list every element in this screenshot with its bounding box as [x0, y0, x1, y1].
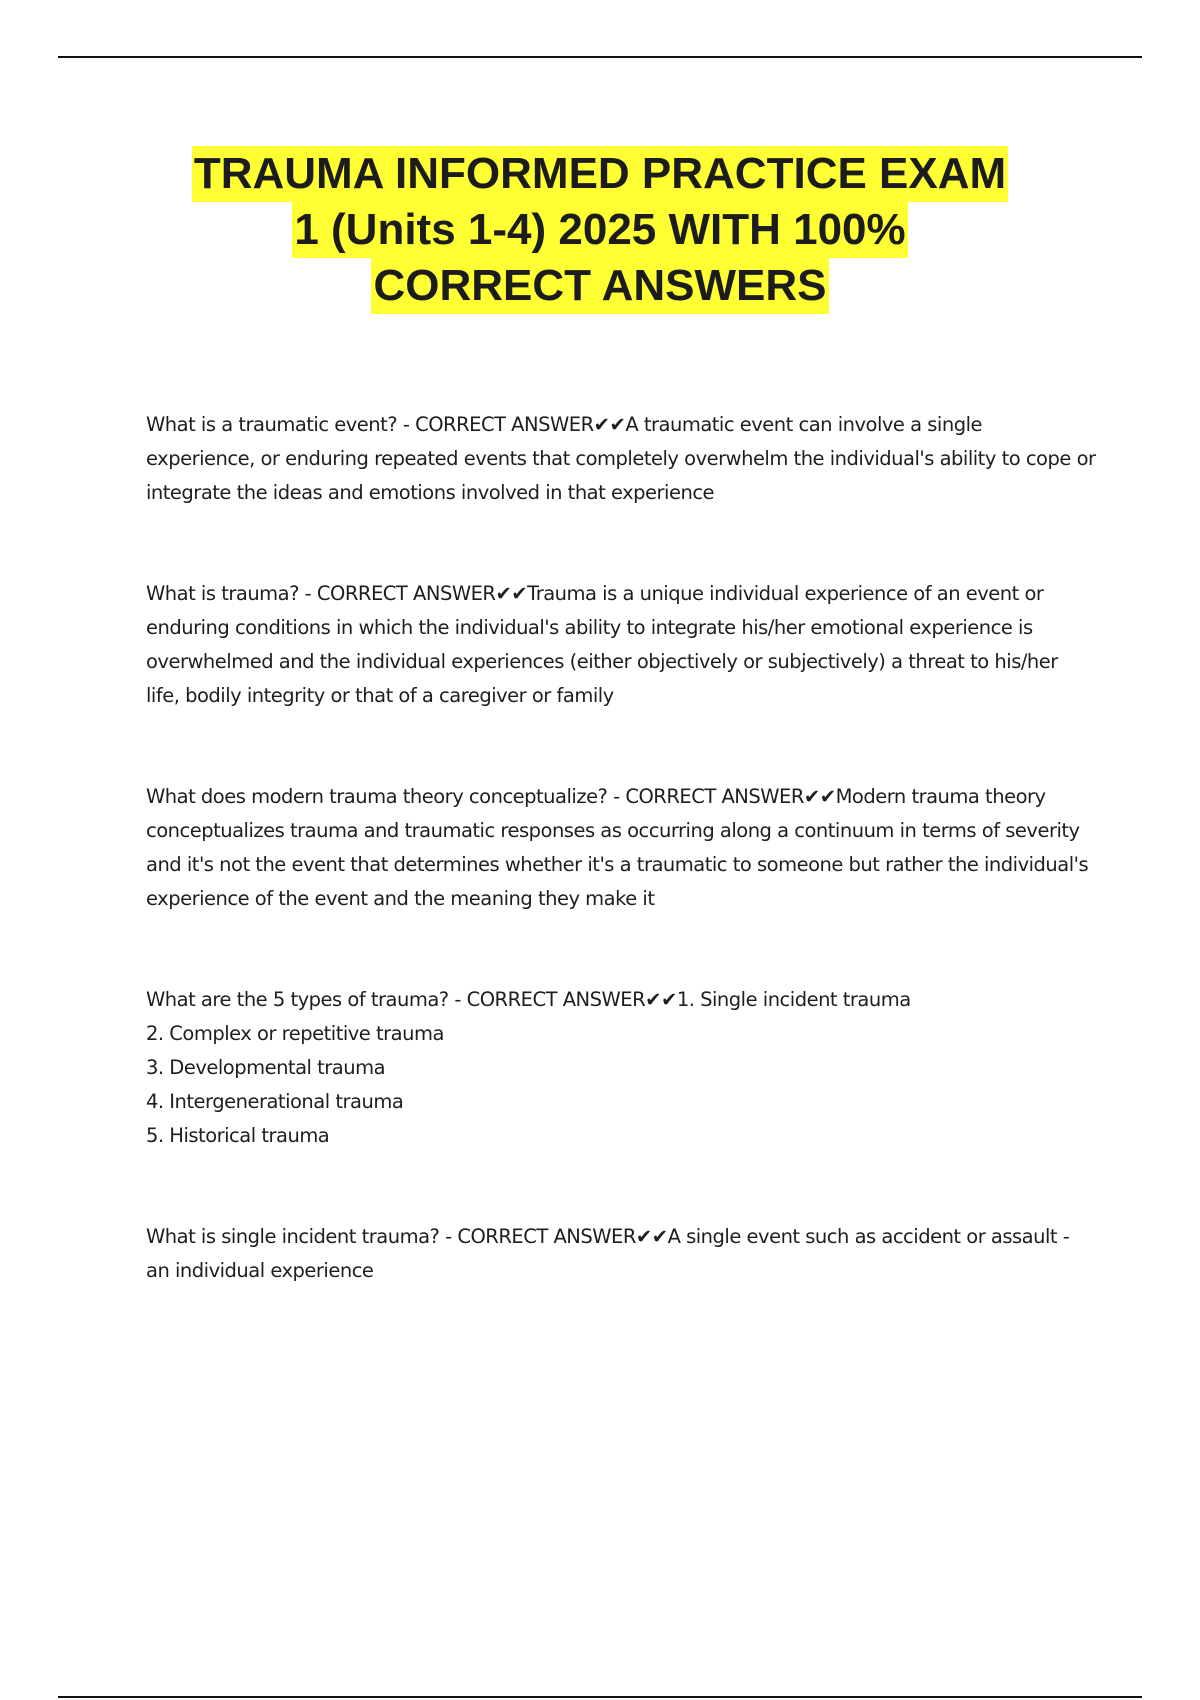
list-item: 3. Developmental trauma: [146, 1056, 386, 1079]
qa-text: What is trauma? - CORRECT ANSWER✔✔Trauma is a unique individual experience of an event or enduring conditions in which the individual's ability to integrate his/her emotional experience is overwhelmed and the individual experiences (either objectively or subjectively) a threat to his/her life, bodily integrity or that of a caregiver or family: [146, 582, 1058, 707]
top-divider: [58, 56, 1142, 58]
qa-item-modern-trauma-theory: [146, 780, 1096, 916]
qa-text: What is a traumatic event? - CORRECT ANSWER✔✔A traumatic event can involve a single experience, or enduring repeated events that completely overwhelm the individual's ability to cope or integrate the ideas and emotions involved in that experience: [146, 413, 1096, 504]
qa-text: What does modern trauma theory conceptualize? - CORRECT ANSWER✔✔Modern trauma theory conceptualizes trauma and traumatic responses as occurring along a continuum in terms of severity and it's not the event that determines whether it's a traumatic to someone but rather the individual's experience of the event and the meaning they make it: [146, 785, 1089, 910]
qa-item-types-of-trauma: [146, 983, 1096, 1153]
qa-item-traumatic-event: [146, 408, 1096, 510]
title-line-1: TRAUMA INFORMED PRACTICE EXAM: [192, 146, 1008, 202]
qa-text: What are the 5 types of trauma? - CORRECT ANSWER✔✔1. Single incident trauma: [146, 988, 911, 1011]
list-item: 5. Historical trauma: [146, 1124, 330, 1147]
list-item: 4. Intergenerational trauma: [146, 1090, 404, 1113]
bottom-divider: [58, 1696, 1142, 1698]
qa-item-single-incident-trauma: [146, 1220, 1096, 1288]
document-body: [146, 408, 1096, 1355]
document-title: [100, 146, 1100, 314]
qa-item-trauma: [146, 577, 1096, 713]
list-item: 2. Complex or repetitive trauma: [146, 1022, 444, 1045]
title-line-2: 1 (Units 1-4) 2025 WITH 100%: [292, 202, 907, 258]
qa-text: What is single incident trauma? - CORRECT ANSWER✔✔A single event such as accident or assault - an individual experience: [146, 1225, 1070, 1282]
title-line-3: CORRECT ANSWERS: [371, 258, 828, 314]
